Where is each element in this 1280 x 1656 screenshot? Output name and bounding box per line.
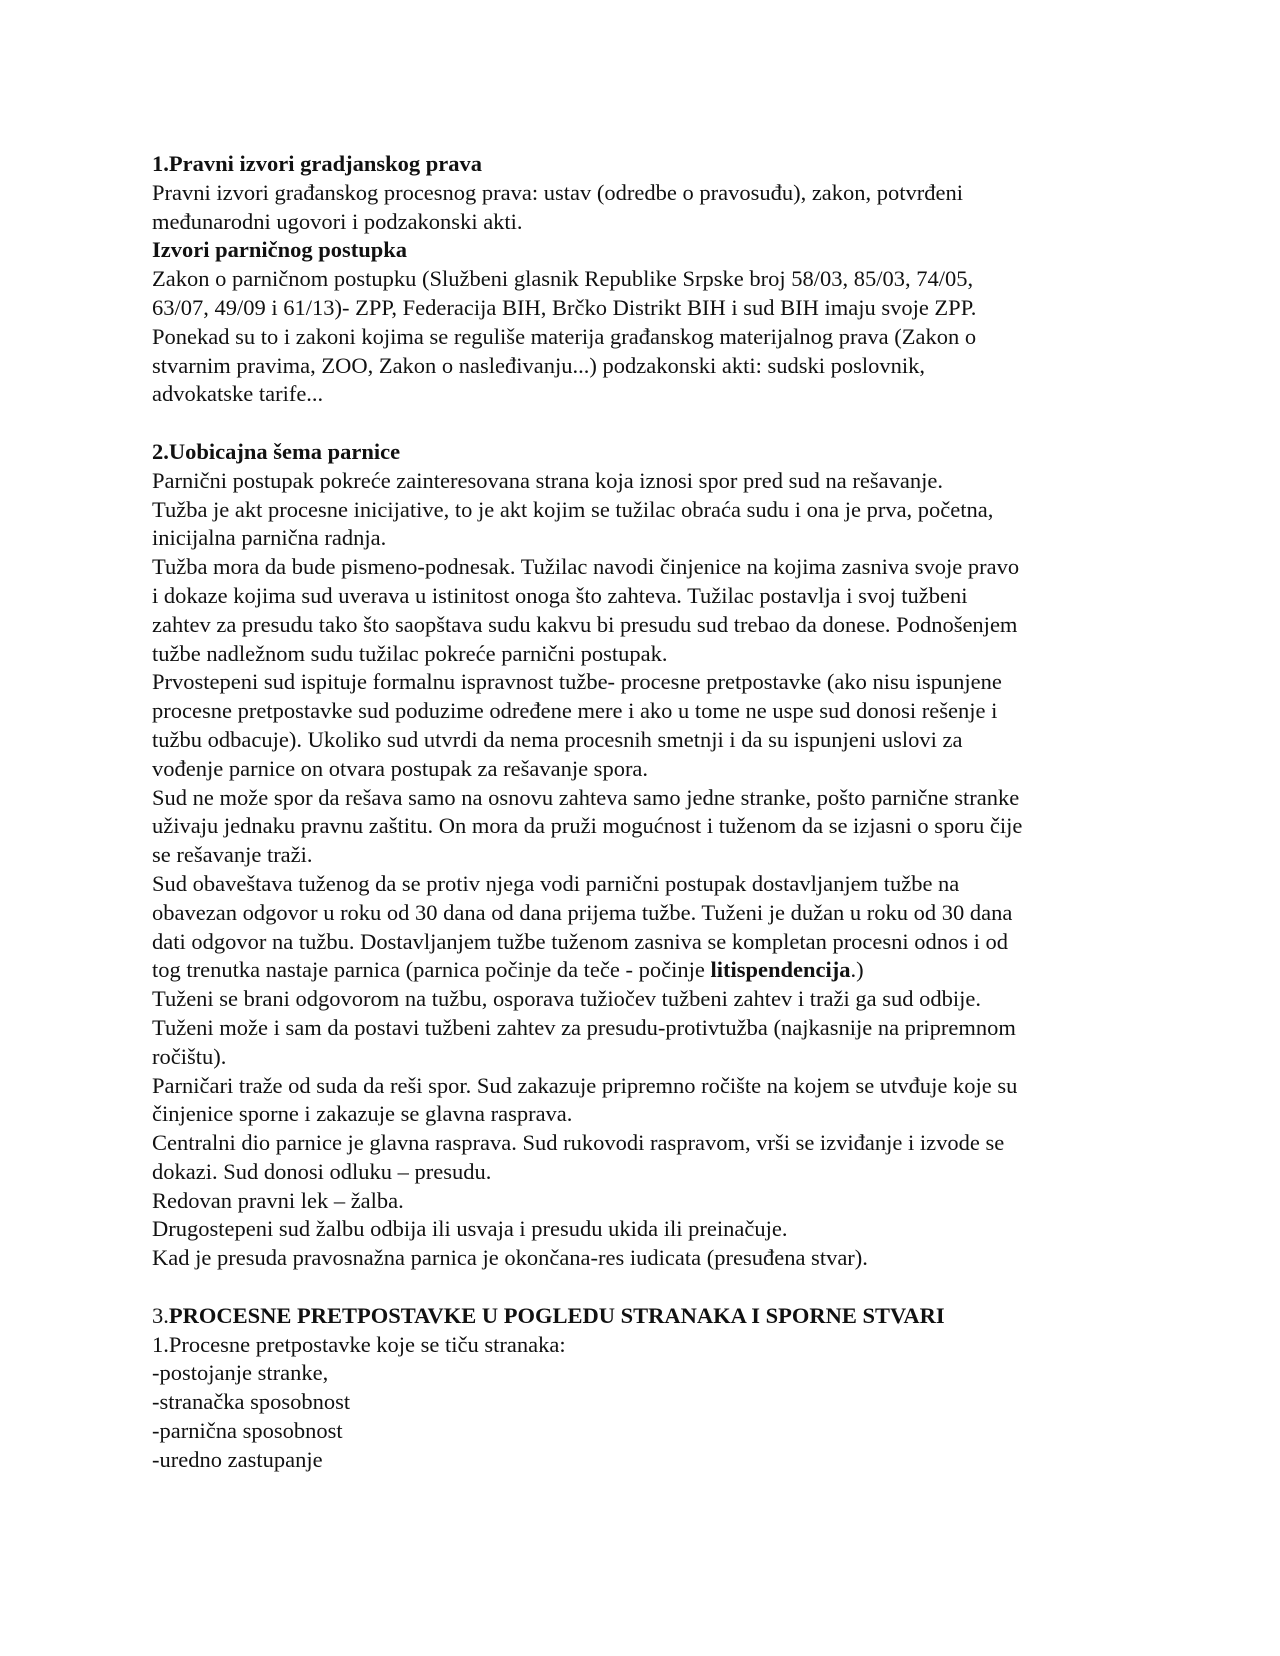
section-3-heading [152,1302,1142,1331]
section-2-line: Kad je presuda pravosnažna parnica je okončana-res iudicata (presuđena stvar). [152,1245,868,1271]
section-2-line: Drugostepeni sud žalbu odbija ili usvaja i presudu ukida ili preinačuje. [152,1216,788,1242]
section-2-line: inicijalna parnična radnja. [152,525,387,551]
section-1-paragraph-line: Pravni izvori građanskog procesnog prava: ustav (odredbe o pravosuđu), zakon, potvrđeni [152,179,964,205]
section-1-paragraph-line: međunarodni ugovori i podzakonski akti. [152,208,523,234]
section-2-heading: 2.Uobicajna šema parnice [152,438,401,464]
section-2-line: Tuženi se brani odgovorom na tužbu, osporava tužiočev tužbeni zahtev i traži ga sud odbije. [152,986,981,1012]
section-2-line: uživaju jednaku pravnu zaštitu. On mora da pruži mogućnost i tuženom da se izjasni o sporu čije [152,813,1023,839]
section-1-heading: 1.Pravni izvori gradjanskog prava [152,151,482,176]
section-1-paragraph-line: 63/07, 49/09 i 61/13)- ZPP, Federacija BIH, Brčko Distrikt BIH i sud BIH imaju svoje ZPP. [152,294,977,320]
section-1-paragraph-line: Zakon o parničnom postupku (Službeni glasnik Republike Srpske broj 58/03, 85/03, 74/05, [152,266,974,292]
section-2-line: Tužba je akt procesne inicijative, to je akt kojim se tužilac obraća sudu i ona je prva, početna, [152,496,994,522]
section-3-number: 3. [152,1302,169,1328]
section-2-line: dati odgovor na tužbu. Dostavljanjem tužbe tuženom zasniva se kompletan procesni odnos i od [152,928,1009,954]
section-2-line: Parničari traže od suda da reši spor. Sud zakazuje pripremno ročište na kojem se utvđuje koje su [152,1072,1018,1098]
section-2-line: tužbe nadležnom sudu tužilac pokreće parnični postupak. [152,640,668,666]
section-3-list-item: -postojanje stranke, [152,1360,329,1386]
section-2-line: Centralni dio parnice je glavna rasprava. Sud rukovodi raspravom, vrši se izviđanje i izvode se [152,1130,1005,1156]
section-2-line: i dokaze kojima sud uverava u istinitost onoga što zahteva. Tužilac postavlja i svoj tužbeni [152,582,968,608]
litispendencija-term: litispendencija [710,957,851,983]
section-1-subheading: Izvori parničnog postupka [152,237,408,263]
section-2-line: Tužba mora da bude pismeno-podnesak. Tužilac navodi činjenice na kojima zasniva svoje pravo [152,554,1020,580]
section-2-line: obavezan odgovor u roku od 30 dana od dana prijema tužbe. Tuženi je dužan u roku od 30 dana [152,899,1013,925]
section-3-title: PROCESNE PRETPOSTAVKE U POGLEDU STRANAKA I SPORNE STVARI [168,1302,945,1328]
document-page [152,150,1142,1475]
section-1-paragraph-line: advokatske tarife... [152,381,324,407]
section-3-list-item: -uredno zastupanje [152,1446,323,1472]
spacer [152,409,1142,438]
section-1-paragraph-line: Ponekad su to i zakoni kojima se reguliše materija građanskog materijalnog prava (Zakon o [152,323,977,349]
section-2-line: Tuženi može i sam da postavi tužbeni zahtev za presudu-protivtužba (najkasnije na pripremnom [152,1014,1016,1040]
section-2-line: vođenje parnice on otvara postupak za rešavanje spora. [152,755,649,781]
section-2-line: Sud obaveštava tuženog da se protiv njega vodi parnični postupak dostavljanjem tužbe na [152,870,960,896]
section-2-line: zahtev za presudu tako što saopštava sudu kakvu bi presudu sud trebao da donese. Podnošenjem [152,611,1018,637]
litispendencija-suffix: .) [850,957,864,983]
section-2-line: tužbu odbacuje). Ukoliko sud utvrdi da nema procesnih smetnji i da su ispunjeni uslovi za [152,726,963,752]
section-2-line: se rešavanje traži. [152,842,313,868]
litispendencija-prefix: tog trenutka nastaje parnica (parnica počinje da teče - počinje [152,957,711,983]
section-2-line: Prvostepeni sud ispituje formalnu ispravnost tužbe- procesne pretpostavke (ako nisu ispunjene [152,669,1002,695]
section-2-line: ročištu). [152,1043,227,1069]
section-2-line: Sud ne može spor da rešava samo na osnovu zahteva samo jedne stranke, pošto parnične stranke [152,784,1020,810]
section-3-line: 1.Procesne pretpostavke koje se tiču stranaka: [152,1331,566,1357]
spacer [152,1273,1142,1302]
section-3-list-item: -stranačka sposobnost [152,1389,351,1415]
section-2-line: činjenice sporne i zakazuje se glavna rasprava. [152,1101,573,1127]
section-2-line: dokazi. Sud donosi odluku – presudu. [152,1158,492,1184]
section-2-line: procesne pretpostavke sud poduzime određene mere i ako u tome ne uspe sud donosi rešenje i [152,698,998,724]
litispendencija-line [152,956,1142,985]
section-2-line: Parnični postupak pokreće zainteresovana strana koja iznosi spor pred sud na rešavanje. [152,467,943,493]
section-3-list-item: -parnična sposobnost [152,1418,343,1444]
section-2-line: Redovan pravni lek – žalba. [152,1187,404,1213]
section-1-paragraph-line: stvarnim pravima, ZOO, Zakon o nasleđivanju...) podzakonski akti: sudski poslovnik, [152,352,926,378]
